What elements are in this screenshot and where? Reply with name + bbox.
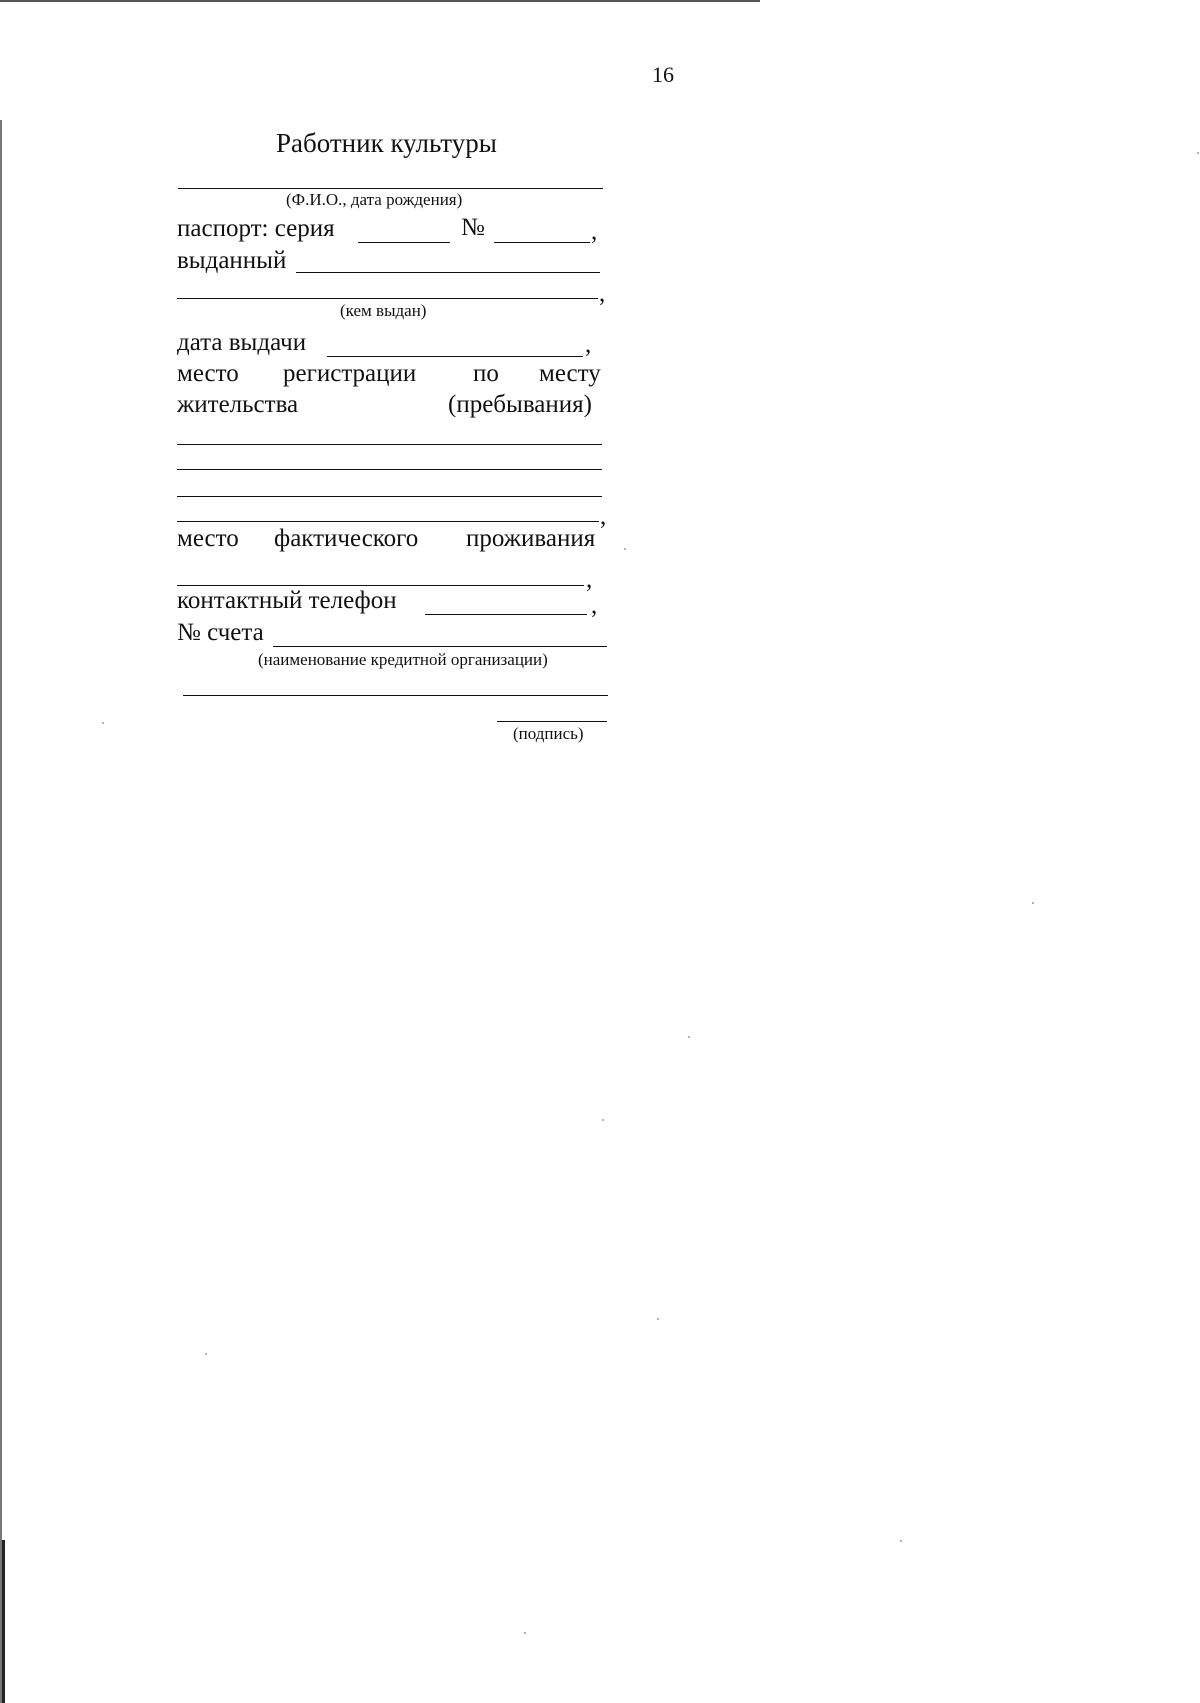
comma: , — [591, 218, 598, 245]
fio-caption: (Ф.И.О., дата рождения) — [286, 190, 463, 209]
fio-line[interactable] — [178, 188, 603, 189]
registration-line-4[interactable] — [177, 521, 599, 522]
passport-label: паспорт: серия — [177, 215, 335, 242]
issued-by-caption: (кем выдан) — [340, 301, 427, 320]
registration-word: по — [473, 360, 499, 387]
registration-word: место — [177, 360, 239, 387]
account-line[interactable] — [273, 646, 607, 647]
registration-line-2[interactable] — [177, 469, 602, 470]
scan-edge-left-dark — [2, 1540, 5, 1703]
actual-residence-word: фактического — [274, 525, 419, 552]
issued-line[interactable] — [296, 272, 600, 273]
scan-speck — [102, 722, 104, 724]
registration-line-3[interactable] — [177, 496, 602, 497]
registration-word: регистрации — [283, 360, 417, 387]
residence-word: жительства — [177, 391, 299, 418]
actual-residence-line[interactable] — [177, 585, 584, 586]
phone-label: контактный телефон — [177, 587, 397, 614]
scan-speck — [688, 1036, 690, 1038]
issued-label: выданный — [177, 247, 287, 274]
bank-line[interactable] — [183, 695, 608, 696]
scan-speck — [1032, 902, 1034, 904]
phone-line[interactable] — [425, 614, 587, 615]
form-title: Работник культуры — [276, 128, 497, 158]
scan-speck — [624, 548, 626, 550]
registration-line-1[interactable] — [177, 444, 602, 445]
scan-edge-left — [0, 120, 2, 1703]
residence-word: (пребывания) — [448, 391, 592, 418]
actual-residence-word: проживания — [466, 525, 596, 552]
scan-speck — [657, 1318, 659, 1320]
scan-edge-top — [0, 0, 760, 2]
comma: , — [585, 331, 592, 358]
page-number: 16 — [652, 62, 674, 87]
scan-speck — [602, 1119, 604, 1121]
actual-residence-word: место — [177, 525, 239, 552]
issue-date-label: дата выдачи — [177, 329, 307, 356]
issued-by-line[interactable] — [177, 298, 598, 299]
comma: , — [586, 566, 593, 593]
registration-word: месту — [539, 360, 601, 387]
scan-speck — [900, 1540, 902, 1542]
account-label: № счета — [177, 619, 264, 646]
scan-speck — [205, 1353, 207, 1355]
passport-series-line[interactable] — [358, 242, 450, 243]
scan-speck — [524, 1632, 526, 1634]
bank-caption: (наименование кредитной организации) — [258, 650, 548, 669]
comma: , — [600, 503, 607, 530]
comma: , — [591, 592, 598, 619]
comma: , — [599, 280, 606, 307]
passport-number-line[interactable] — [494, 242, 590, 243]
number-sign: № — [461, 214, 485, 241]
scan-speck — [1197, 152, 1199, 154]
issue-date-line[interactable] — [327, 356, 583, 357]
signature-caption: (подпись) — [513, 724, 584, 743]
signature-line[interactable] — [497, 721, 607, 722]
